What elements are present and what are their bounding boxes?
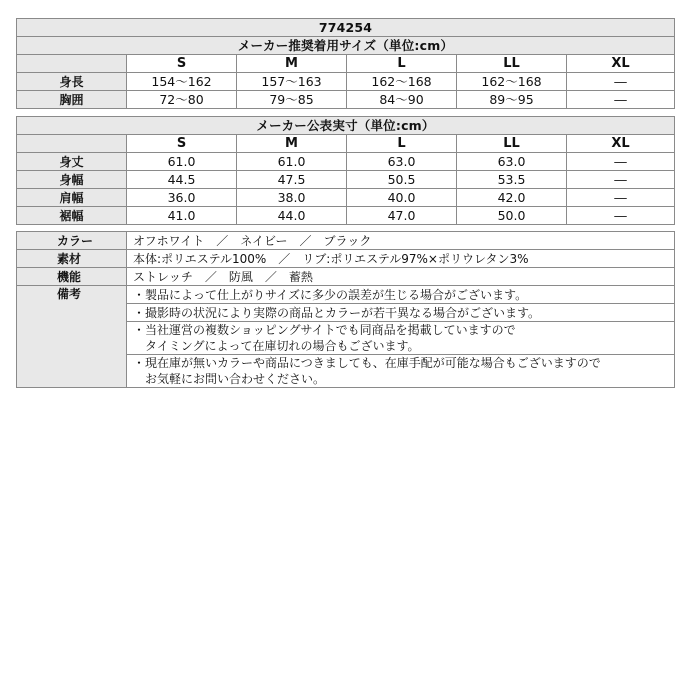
table-cell: ― — [567, 91, 675, 109]
function-label: 機能 — [17, 268, 127, 286]
table-cell: 162～168 — [347, 73, 457, 91]
size-header: M — [237, 135, 347, 153]
table-cell: 44.0 — [237, 207, 347, 225]
note-item — [127, 322, 675, 355]
detail-row-notes — [17, 286, 675, 304]
table-cell: 38.0 — [237, 189, 347, 207]
size-header-row — [17, 55, 675, 73]
color-label: カラー — [17, 232, 127, 250]
note-item — [127, 304, 675, 322]
corner-cell — [17, 135, 127, 153]
table-row — [17, 171, 675, 189]
material-label: 素材 — [17, 250, 127, 268]
row-label: 身長 — [17, 73, 127, 91]
product-code: 774254 — [17, 19, 675, 37]
corner-cell — [17, 55, 127, 73]
size-header: XL — [567, 135, 675, 153]
note-item — [127, 286, 675, 304]
table-row — [17, 73, 675, 91]
table-row — [17, 207, 675, 225]
function-value: ストレッチ ／ 防風 ／ 蓄熱 — [127, 268, 675, 286]
note-line: お気軽にお問い合わせください。 — [133, 372, 326, 386]
table-cell: 154～162 — [127, 73, 237, 91]
row-label: 身丈 — [17, 153, 127, 171]
table-cell: 36.0 — [127, 189, 237, 207]
detail-row-material — [17, 250, 675, 268]
table-cell: 42.0 — [457, 189, 567, 207]
table-cell: 61.0 — [127, 153, 237, 171]
table-cell: 79～85 — [237, 91, 347, 109]
size-header: LL — [457, 55, 567, 73]
size-header: S — [127, 55, 237, 73]
detail-row-color — [17, 232, 675, 250]
color-value: オフホワイト ／ ネイビー ／ ブラック — [127, 232, 675, 250]
table-row — [17, 153, 675, 171]
note-line: ・製品によって仕上がりサイズに多少の誤差が生じる場合がございます。 — [133, 287, 528, 302]
table-cell: 44.5 — [127, 171, 237, 189]
table-cell: ― — [567, 153, 675, 171]
table-cell: 41.0 — [127, 207, 237, 225]
table-cell: 50.0 — [457, 207, 567, 225]
table-cell: ― — [567, 73, 675, 91]
row-label: 身幅 — [17, 171, 127, 189]
table-cell: 40.0 — [347, 189, 457, 207]
table-cell: 63.0 — [347, 153, 457, 171]
size-header-row — [17, 135, 675, 153]
actual-size-table — [16, 116, 675, 225]
notes-label: 備考 — [17, 286, 127, 388]
actual-size-title: メーカー公表実寸（単位:cm） — [17, 117, 675, 135]
table-cell: 162～168 — [457, 73, 567, 91]
table-row — [17, 189, 675, 207]
note-item — [127, 355, 675, 388]
size-header: S — [127, 135, 237, 153]
size-header: LL — [457, 135, 567, 153]
note-line: ・現在庫が無いカラーや商品につきましても、在庫手配が可能な場合もございますので — [133, 356, 601, 370]
product-details-table — [16, 231, 675, 388]
material-value: 本体:ポリエステル100% ／ リブ:ポリエステル97%×ポリウレタン3% — [127, 250, 675, 268]
table-cell: 63.0 — [457, 153, 567, 171]
note-line: ・撮影時の状況により実際の商品とカラーが若干異なる場合がございます。 — [133, 305, 541, 320]
row-label: 肩幅 — [17, 189, 127, 207]
size-header: XL — [567, 55, 675, 73]
table-cell: 89～95 — [457, 91, 567, 109]
table-cell: ― — [567, 189, 675, 207]
recommended-size-title: メーカー推奨着用サイズ（単位:cm） — [17, 37, 675, 55]
table-cell: 47.0 — [347, 207, 457, 225]
recommended-size-table — [16, 18, 675, 109]
note-line: タイミングによって在庫切れの場合もございます。 — [133, 339, 420, 353]
table-cell: ― — [567, 171, 675, 189]
size-header: L — [347, 55, 457, 73]
row-label: 裾幅 — [17, 207, 127, 225]
table-row — [17, 91, 675, 109]
size-header: L — [347, 135, 457, 153]
table-cell: 72～80 — [127, 91, 237, 109]
table-cell: 157～163 — [237, 73, 347, 91]
table-cell: 50.5 — [347, 171, 457, 189]
table-cell: 61.0 — [237, 153, 347, 171]
detail-row-function — [17, 268, 675, 286]
size-header: M — [237, 55, 347, 73]
table-cell: ― — [567, 207, 675, 225]
note-line: ・当社運営の複数ショッピングサイトでも同商品を掲載していますので — [133, 323, 516, 337]
table-cell: 53.5 — [457, 171, 567, 189]
row-label: 胸囲 — [17, 91, 127, 109]
table-cell: 84～90 — [347, 91, 457, 109]
table-cell: 47.5 — [237, 171, 347, 189]
